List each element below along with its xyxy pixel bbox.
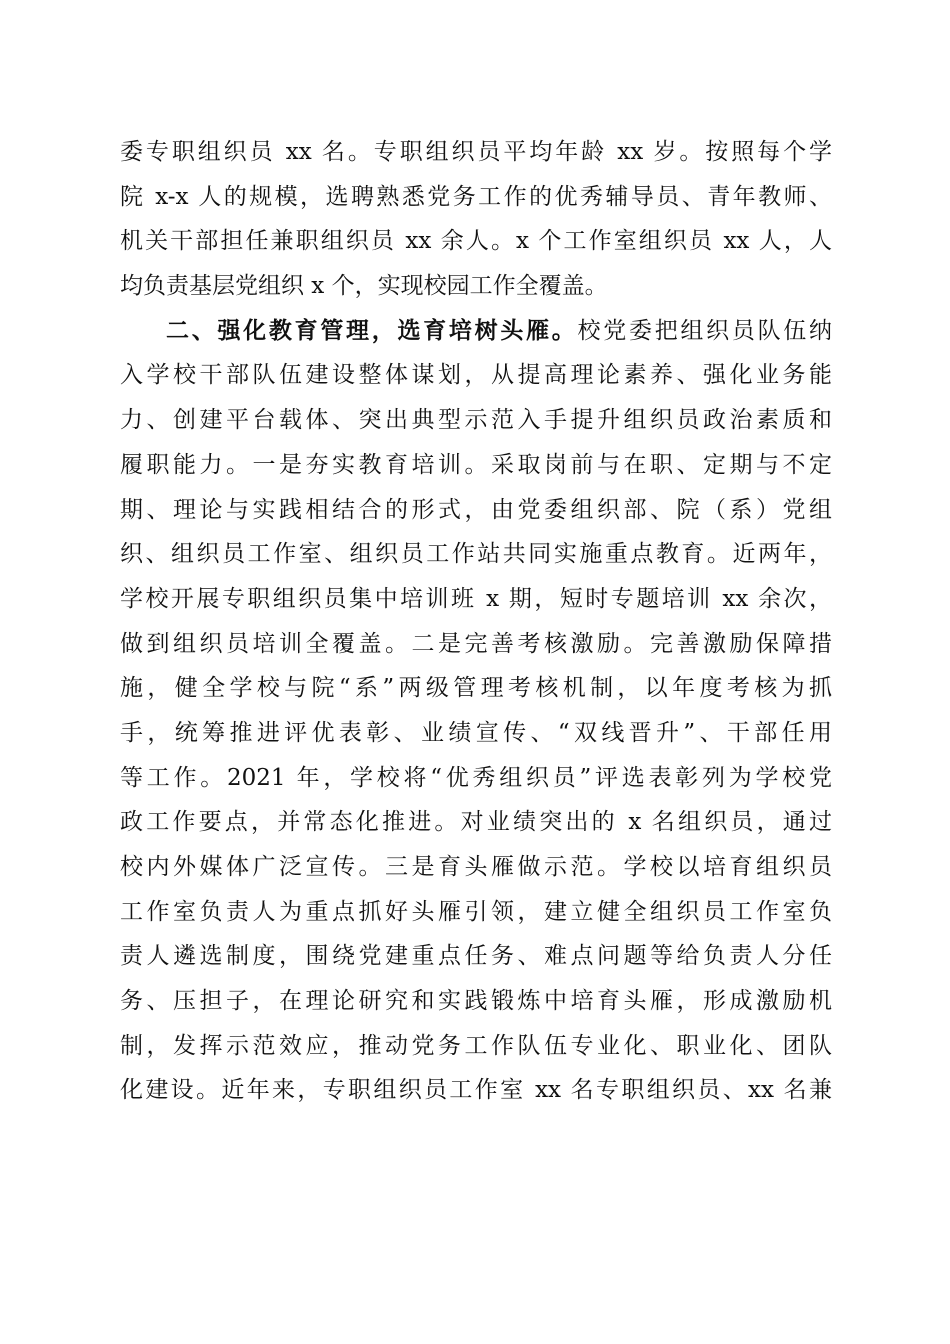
section-2-line: 力、创建平台载体、突出典型示范入手提升组织员政治素质和 <box>120 407 832 434</box>
section-2-line: 履职能力。一是夯实教育培训。采取岗前与在职、定期与不定 <box>120 451 832 478</box>
body-text <box>120 130 832 1113</box>
section-2-line: 工作室负责人为重点抓好头雁引领，建立健全组织员工作室负 <box>120 898 832 925</box>
section-2-line: 入学校干部队伍建设整体谋划，从提高理论素养、强化业务能 <box>120 362 832 389</box>
section-2-line: 手，统筹推进评优表彰、业绩宣传、“双线晋升”、干部任用 <box>120 719 832 746</box>
section-2-line: 务、压担子，在理论研究和实践锻炼中培育头雁，形成激励机 <box>120 988 832 1015</box>
section-2-first-line <box>120 309 832 354</box>
section-2-line: 制，发挥示范效应，推动党务工作队伍专业化、职业化、团队 <box>120 1032 832 1059</box>
section-2-line: 校党委把组织员队伍纳 <box>577 317 832 344</box>
section-2-line: 织、组织员工作室、组织员工作站共同实施重点教育。近两年， <box>120 541 832 568</box>
paragraph-1-line: 机关干部担任兼职组织员 xx 余人。x 个工作室组织员 xx 人，人 <box>120 228 832 255</box>
section-2-line: 等工作。2021 年，学校将“优秀组织员”评选表彰列为学校党 <box>120 764 832 791</box>
section-2-line: 学校开展专职组织员集中培训班 x 期，短时专题培训 xx 余次， <box>120 585 832 612</box>
section-2-line: 施，健全学校与院“系”两级管理考核机制，以年度考核为抓 <box>120 675 832 702</box>
paragraph-1-line: 均负责基层党组织 x 个，实现校园工作全覆盖。 <box>120 273 608 300</box>
section-2-line: 做到组织员培训全覆盖。二是完善考核激励。完善激励保障措 <box>120 630 832 657</box>
section-2-line: 政工作要点，并常态化推进。对业绩突出的 x 名组织员，通过 <box>120 809 832 836</box>
section-2-line: 化建设。近年来，专职组织员工作室 xx 名专职组织员、xx 名兼 <box>120 1077 832 1104</box>
paragraph-1-line: 院 x-x 人的规模，选聘熟悉党务工作的优秀辅导员、青年教师、 <box>120 183 832 210</box>
section-2-line: 期、理论与实践相结合的形式，由党委组织部、院（系）党组 <box>120 496 832 523</box>
section-2-line: 责人遴选制度，围绕党建重点任务、难点问题等给负责人分任 <box>120 943 832 970</box>
paragraph-1-line: 委专职组织员 xx 名。专职组织员平均年龄 xx 岁。按照每个学 <box>120 139 832 165</box>
section-2-line: 校内外媒体广泛宣传。三是育头雁做示范。学校以培育组织员 <box>120 854 832 880</box>
section-2-heading: 二、强化教育管理，选育培树头雁。 <box>166 317 578 344</box>
